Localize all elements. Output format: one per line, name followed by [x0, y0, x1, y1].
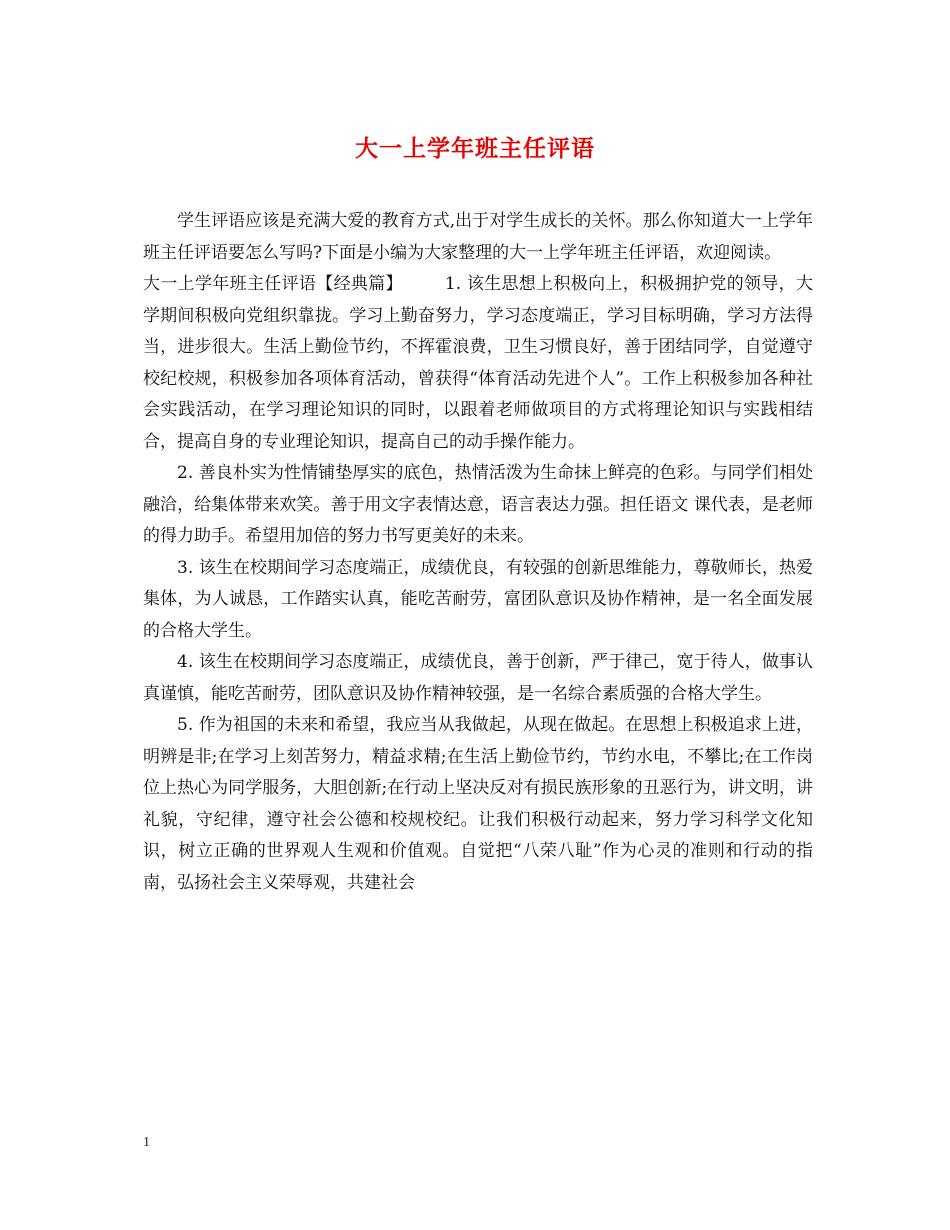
- document-title: 大一上学年班主任评语: [355, 135, 595, 162]
- comment-item-5: 5. 作为祖国的未来和希望，我应当从我做起，从现在做起。在思想上积极追求上进，明辨是非;在学习上刻苦努力，精益求精;在生活上勤俭节约，节约水电，不攀比;在工作岗位上热心为同学服务，大胆创新;在行动上坚决反对有损民族形象的丑恶行为，讲文明，讲礼貌，守纪律，遵守社会公德和校规校纪。让我们积极行动起来，努力学习科学文化知识，树立正确的世界观人生观和价值观。自觉把“八荣八耻”作为心灵的准则和行动的指南，弘扬社会主义荣辱观，共建社会: [143, 715, 813, 893]
- comment-item-2: 2. 善良朴实为性情铺垫厚实的底色，热情活泼为生命抹上鲜亮的色彩。与同学们相处融洽，给集体带来欢笑。善于用文字表情达意，语言表达力强。担任语文 课代表，是老师的得力助手。希望用加倍的努力书写更美好的未来。: [143, 463, 813, 546]
- intro-paragraph: 学生评语应该是充满大爱的教育方式,出于对学生成长的关怀。那么你知道大一上学年班主任评语要怎么写吗?下面是小编为大家整理的大一上学年班主任评语，欢迎阅读。: [143, 211, 813, 263]
- comment-item-1: 1. 该生思想上积极向上，积极拥护党的领导，大学期间积极向党组织靠拢。学习上勤奋努力，学习态度端正，学习目标明确，学习方法得当，进步很大。生活上勤俭节约，不挥霍浪费，卫生习惯良好，善于团结同学，自觉遵守校纪校规，积极参加各项体育活动，曾获得“体育活动先进个人”。工作上积极参加各种社会实践活动，在学习理论知识的同时，以跟着老师做项目的方式将理论知识与实践相结合，提高自身的专业理论知识，提高自己的动手操作能力。: [143, 274, 813, 452]
- comment-item-3: 3. 该生在校期间学习态度端正，成绩优良，有较强的创新思维能力，尊敬师长，热爱集体，为人诚恳，工作踏实认真，能吃苦耐劳，富团队意识及协作精神，是一名全面发展的合格大学生。: [143, 557, 813, 641]
- page-number: 1: [143, 1135, 150, 1150]
- document-body: [143, 206, 813, 899]
- section-paragraph: [143, 269, 813, 458]
- comment-item-4: 4. 该生在校期间学习态度端正，成绩优良，善于创新，严于律己，宽于待人，做事认真谨慎，能吃苦耐劳，团队意识及协作精神较强，是一名综合素质强的合格大学生。: [143, 652, 813, 704]
- section-heading: 大一上学年班主任评语【经典篇】: [143, 274, 403, 294]
